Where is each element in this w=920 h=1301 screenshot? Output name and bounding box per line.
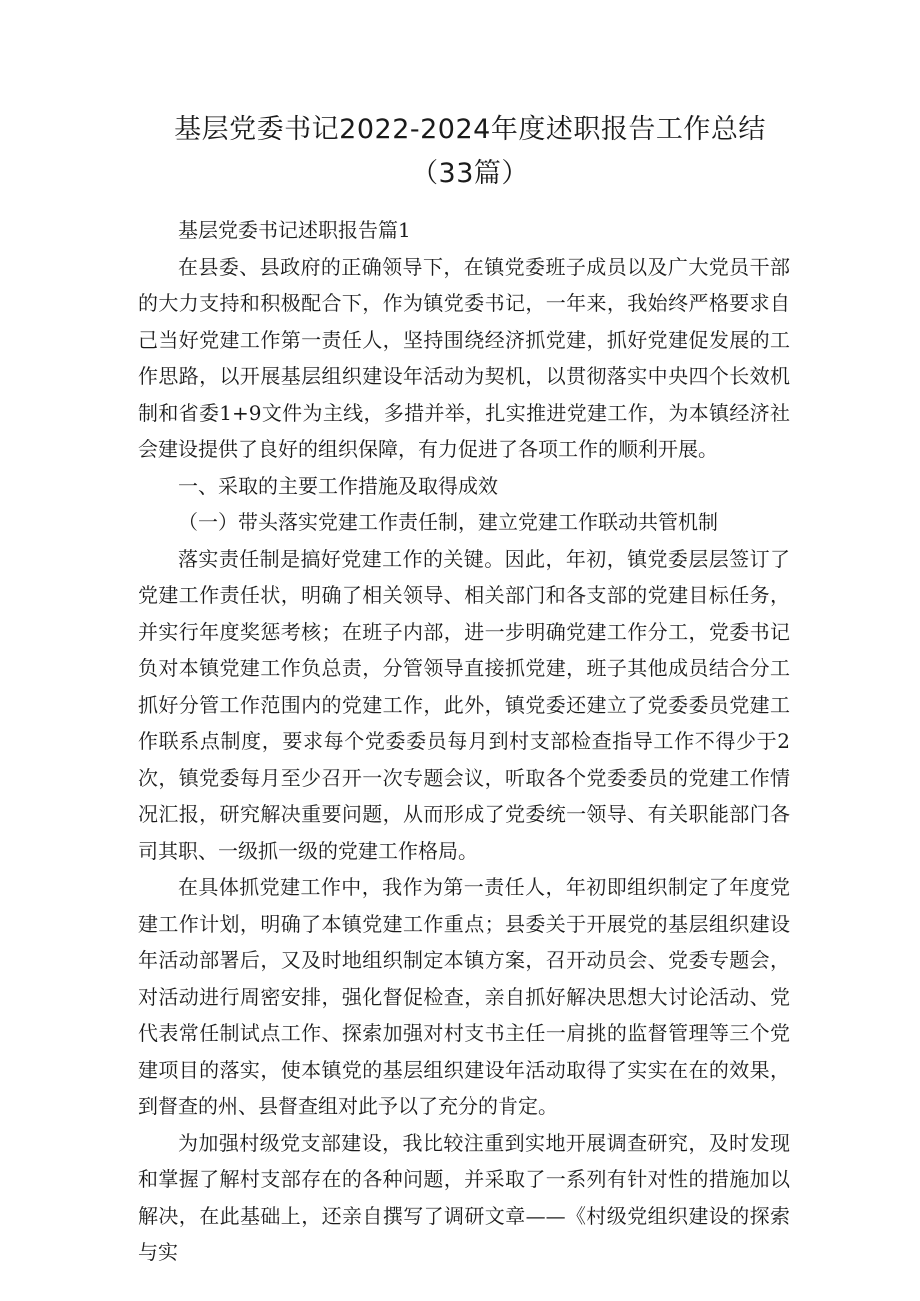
- subsection-heading: （一）带头落实党建工作责任制，建立党建工作联动共管机制: [178, 510, 718, 534]
- document-title: 基层党委书记2022-2024年度述职报告工作总结（33篇）: [174, 114, 766, 189]
- document-body: [138, 212, 790, 1271]
- paragraph: 为加强村级党支部建设，我比较注重到实地开展调查研究，及时发现和掌握了解村支部存在的各种问题，并采取了一系列有针对性的措施加以解决，在此基础上，还亲自撰写了调研文章——《村级党组织建设的探索与实: [138, 1130, 790, 1264]
- paragraph: 落实责任制是搞好党建工作的关键。因此，年初，镇党委层层签订了党建工作责任状，明确了相关领导、相关部门和各支部的党建目标任务，并实行年度奖惩考核；在班子内部，进一步明确党建工作分工，党委书记负对本镇党建工作负总责，分管领导直接抓党建，班子其他成员结合分工抓好分管工作范围内的党建工作，此外，镇党委还建立了党委委员党建工作联系点制度，要求每个党委委员每月到村支部检查指导工作不得少于2次，镇党委每月至少召开一次专题会议，听取各个党委委员的党建工作情况汇报，研究解决重要问题，从而形成了党委统一领导、有关职能部门各司其职、一级抓一级的党建工作格局。: [138, 546, 790, 863]
- section-heading: 一、采取的主要工作措施及取得成效: [178, 473, 498, 498]
- section-heading: 基层党委书记述职报告篇1: [178, 218, 411, 242]
- paragraph: 在县委、县政府的正确领导下，在镇党委班子成员以及广大党员干部的大力支持和积极配合下，作为镇党委书记，一年来，我始终严格要求自己当好党建工作第一责任人，坚持围绕经济抓党建，抓好党建促发展的工作思路，以开展基层组织建设年活动为契机，以贯彻落实中央四个长效机制和省委1+9文件为主线，多措并举，扎实推进党建工作，为本镇经济社会建设提供了良好的组织保障，有力促进了各项工作的顺利开展。: [138, 254, 790, 461]
- paragraph: 在具体抓党建工作中，我作为第一责任人，年初即组织制定了年度党建工作计划，明确了本镇党建工作重点；县委关于开展党的基层组织建设年活动部署后，又及时地组织制定本镇方案，召开动员会、党委专题会，对活动进行周密安排，强化督促检查，亲自抓好解决思想大讨论活动、党代表常任制试点工作、探索加强对村支书主任一肩挑的监督管理等三个党建项目的落实，使本镇党的基层组织建设年活动取得了实实在在的效果，到督查的州、县督查组对此予以了充分的肯定。: [138, 875, 790, 1118]
